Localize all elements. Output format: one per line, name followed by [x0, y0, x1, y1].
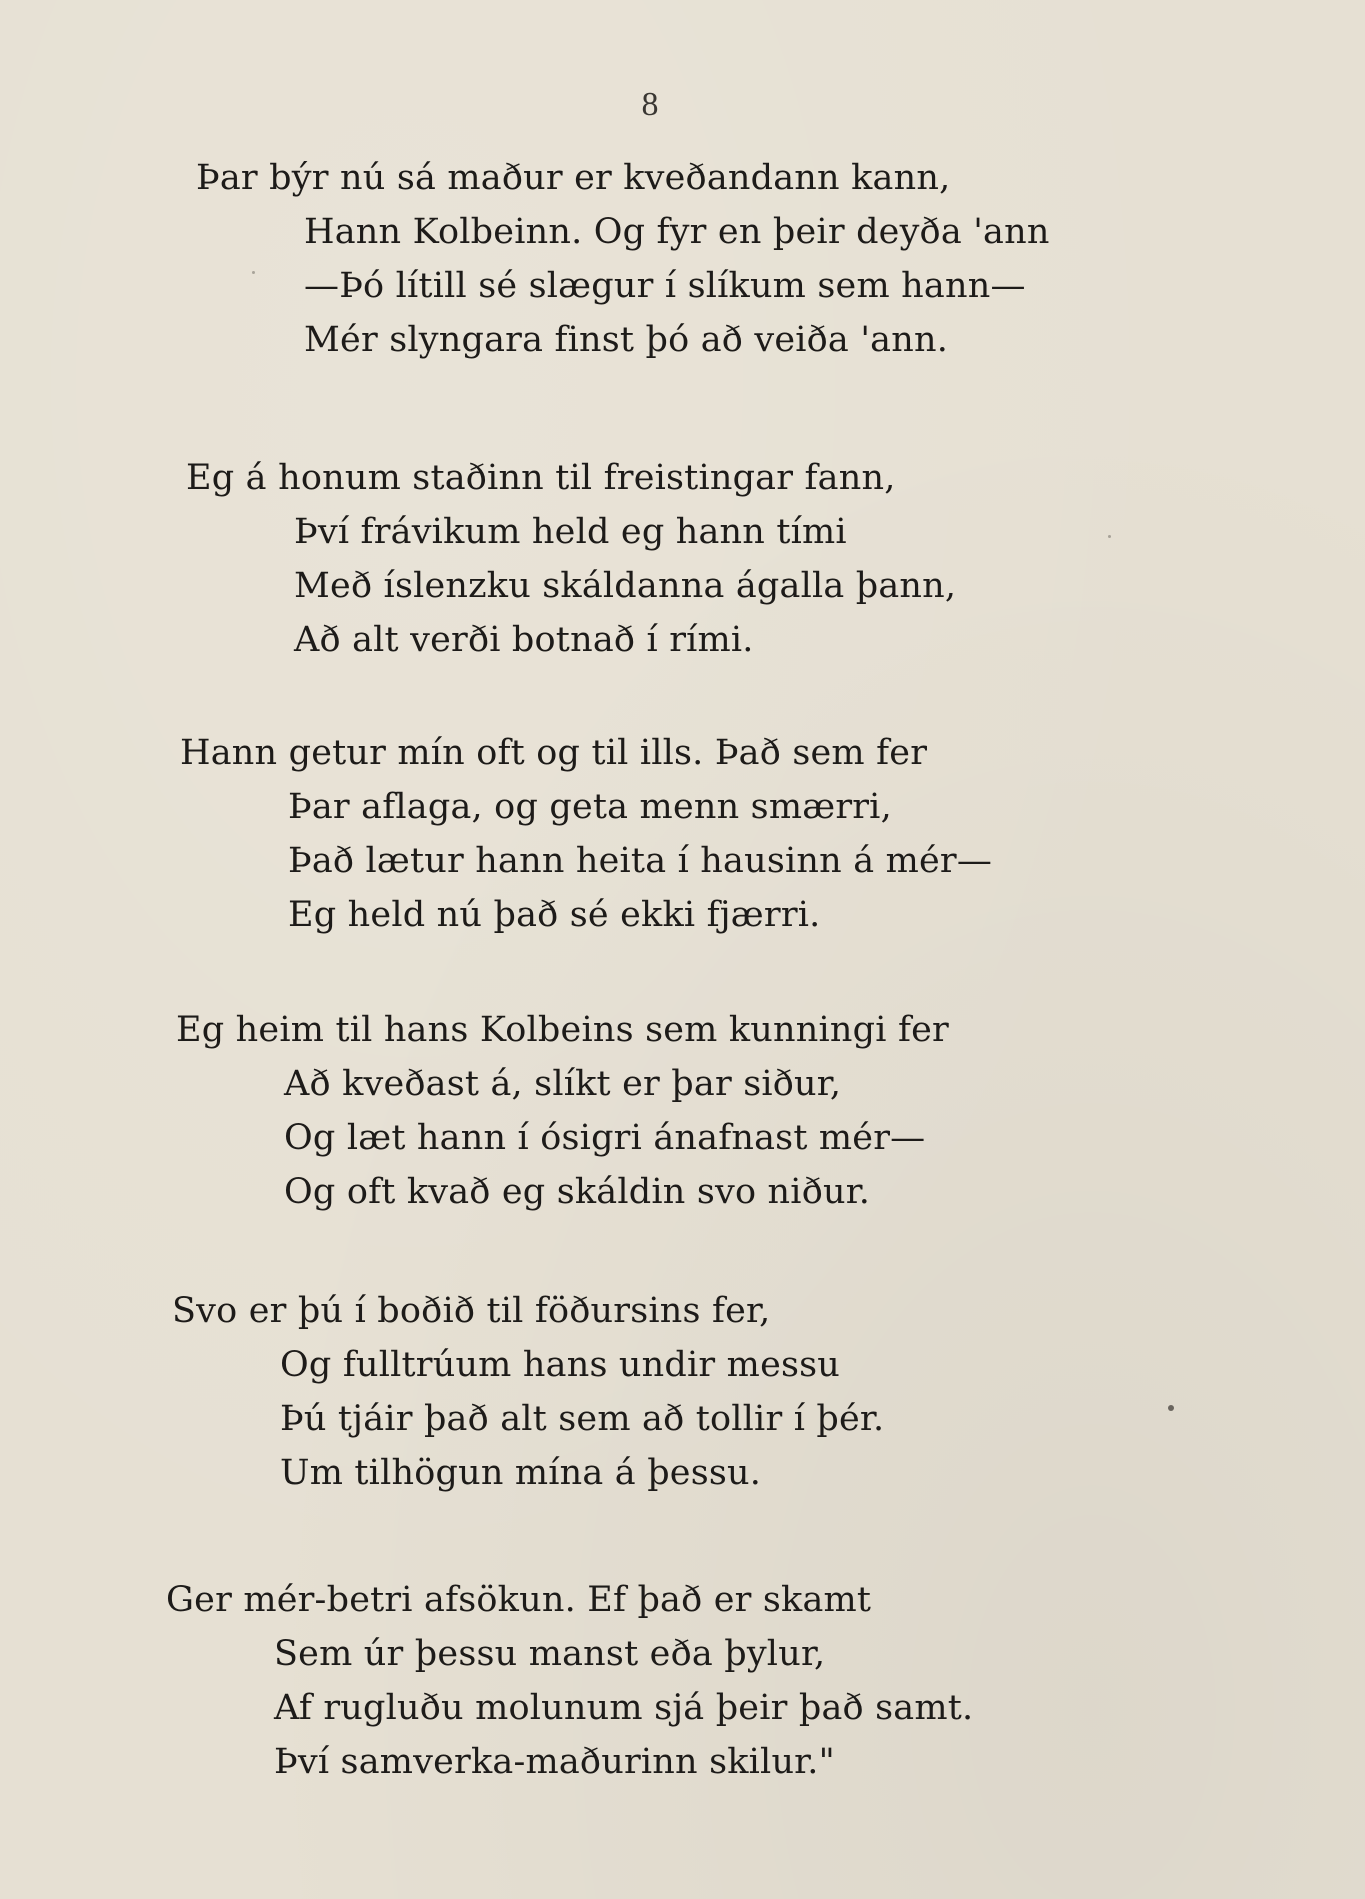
verse-line: Eg á honum staðinn til freistingar fann, — [186, 458, 896, 498]
verse-line: Þar aflaga, og geta menn smærri, — [288, 787, 892, 827]
verse-line: Ger mér-betri afsökun. Ef það er skamt — [166, 1580, 872, 1620]
verse-line: Því samverka-maðurinn skilur." — [274, 1742, 835, 1782]
verse-line: Því frávikum held eg hann tími — [294, 512, 847, 552]
verse-line: Og læt hann í ósigri ánafnast mér— — [284, 1118, 926, 1158]
verse-line: Að alt verði botnað í rími. — [294, 620, 754, 660]
page-number: 8 — [641, 86, 659, 123]
verse-line: Og fulltrúum hans undir messu — [280, 1345, 841, 1385]
verse-line: Þú tjáir það alt sem að tollir í þér. — [280, 1399, 885, 1439]
verse-line: Þar býr nú sá maður er kveðandann kann, — [196, 158, 951, 198]
verse-line: —Þó lítill sé slægur í slíkum sem hann— — [304, 266, 1026, 306]
verse-line: Eg heim til hans Kolbeins sem kunningi fer — [176, 1010, 949, 1050]
verse-line: Og oft kvað eg skáldin svo niður. — [284, 1172, 871, 1212]
stanza-4 — [176, 1003, 949, 1219]
verse-line: Af rugluðu molunum sjá þeir það samt. — [274, 1688, 974, 1728]
verse-line: Svo er þú í boðið til föðursins fer, — [172, 1291, 771, 1331]
verse-line: Að kveðast á, slíkt er þar siður, — [284, 1064, 842, 1104]
verse-line: Hann Kolbeinn. Og fyr en þeir deyða 'ann — [304, 212, 1050, 252]
stanza-6 — [166, 1573, 973, 1789]
verse-line: Um tilhögun mína á þessu. — [280, 1453, 762, 1493]
verse-line: Mér slyngara finst þó að veiða 'ann. — [304, 320, 949, 360]
paper-speck — [252, 271, 255, 274]
paper-speck — [1168, 1405, 1174, 1411]
verse-line: Sem úr þessu manst eða þylur, — [274, 1634, 826, 1674]
stanza-2 — [186, 451, 956, 667]
paper-speck — [1108, 535, 1111, 538]
stanza-5 — [172, 1284, 884, 1500]
verse-line: Það lætur hann heita í hausinn á mér— — [288, 841, 993, 881]
stanza-1 — [196, 151, 1050, 367]
verse-line: Eg held nú það sé ekki fjærri. — [288, 895, 821, 935]
verse-line: Hann getur mín oft og til ills. Það sem fer — [180, 733, 928, 773]
verse-line: Með íslenzku skáldanna ágalla þann, — [294, 566, 957, 606]
stanza-3 — [180, 726, 992, 942]
